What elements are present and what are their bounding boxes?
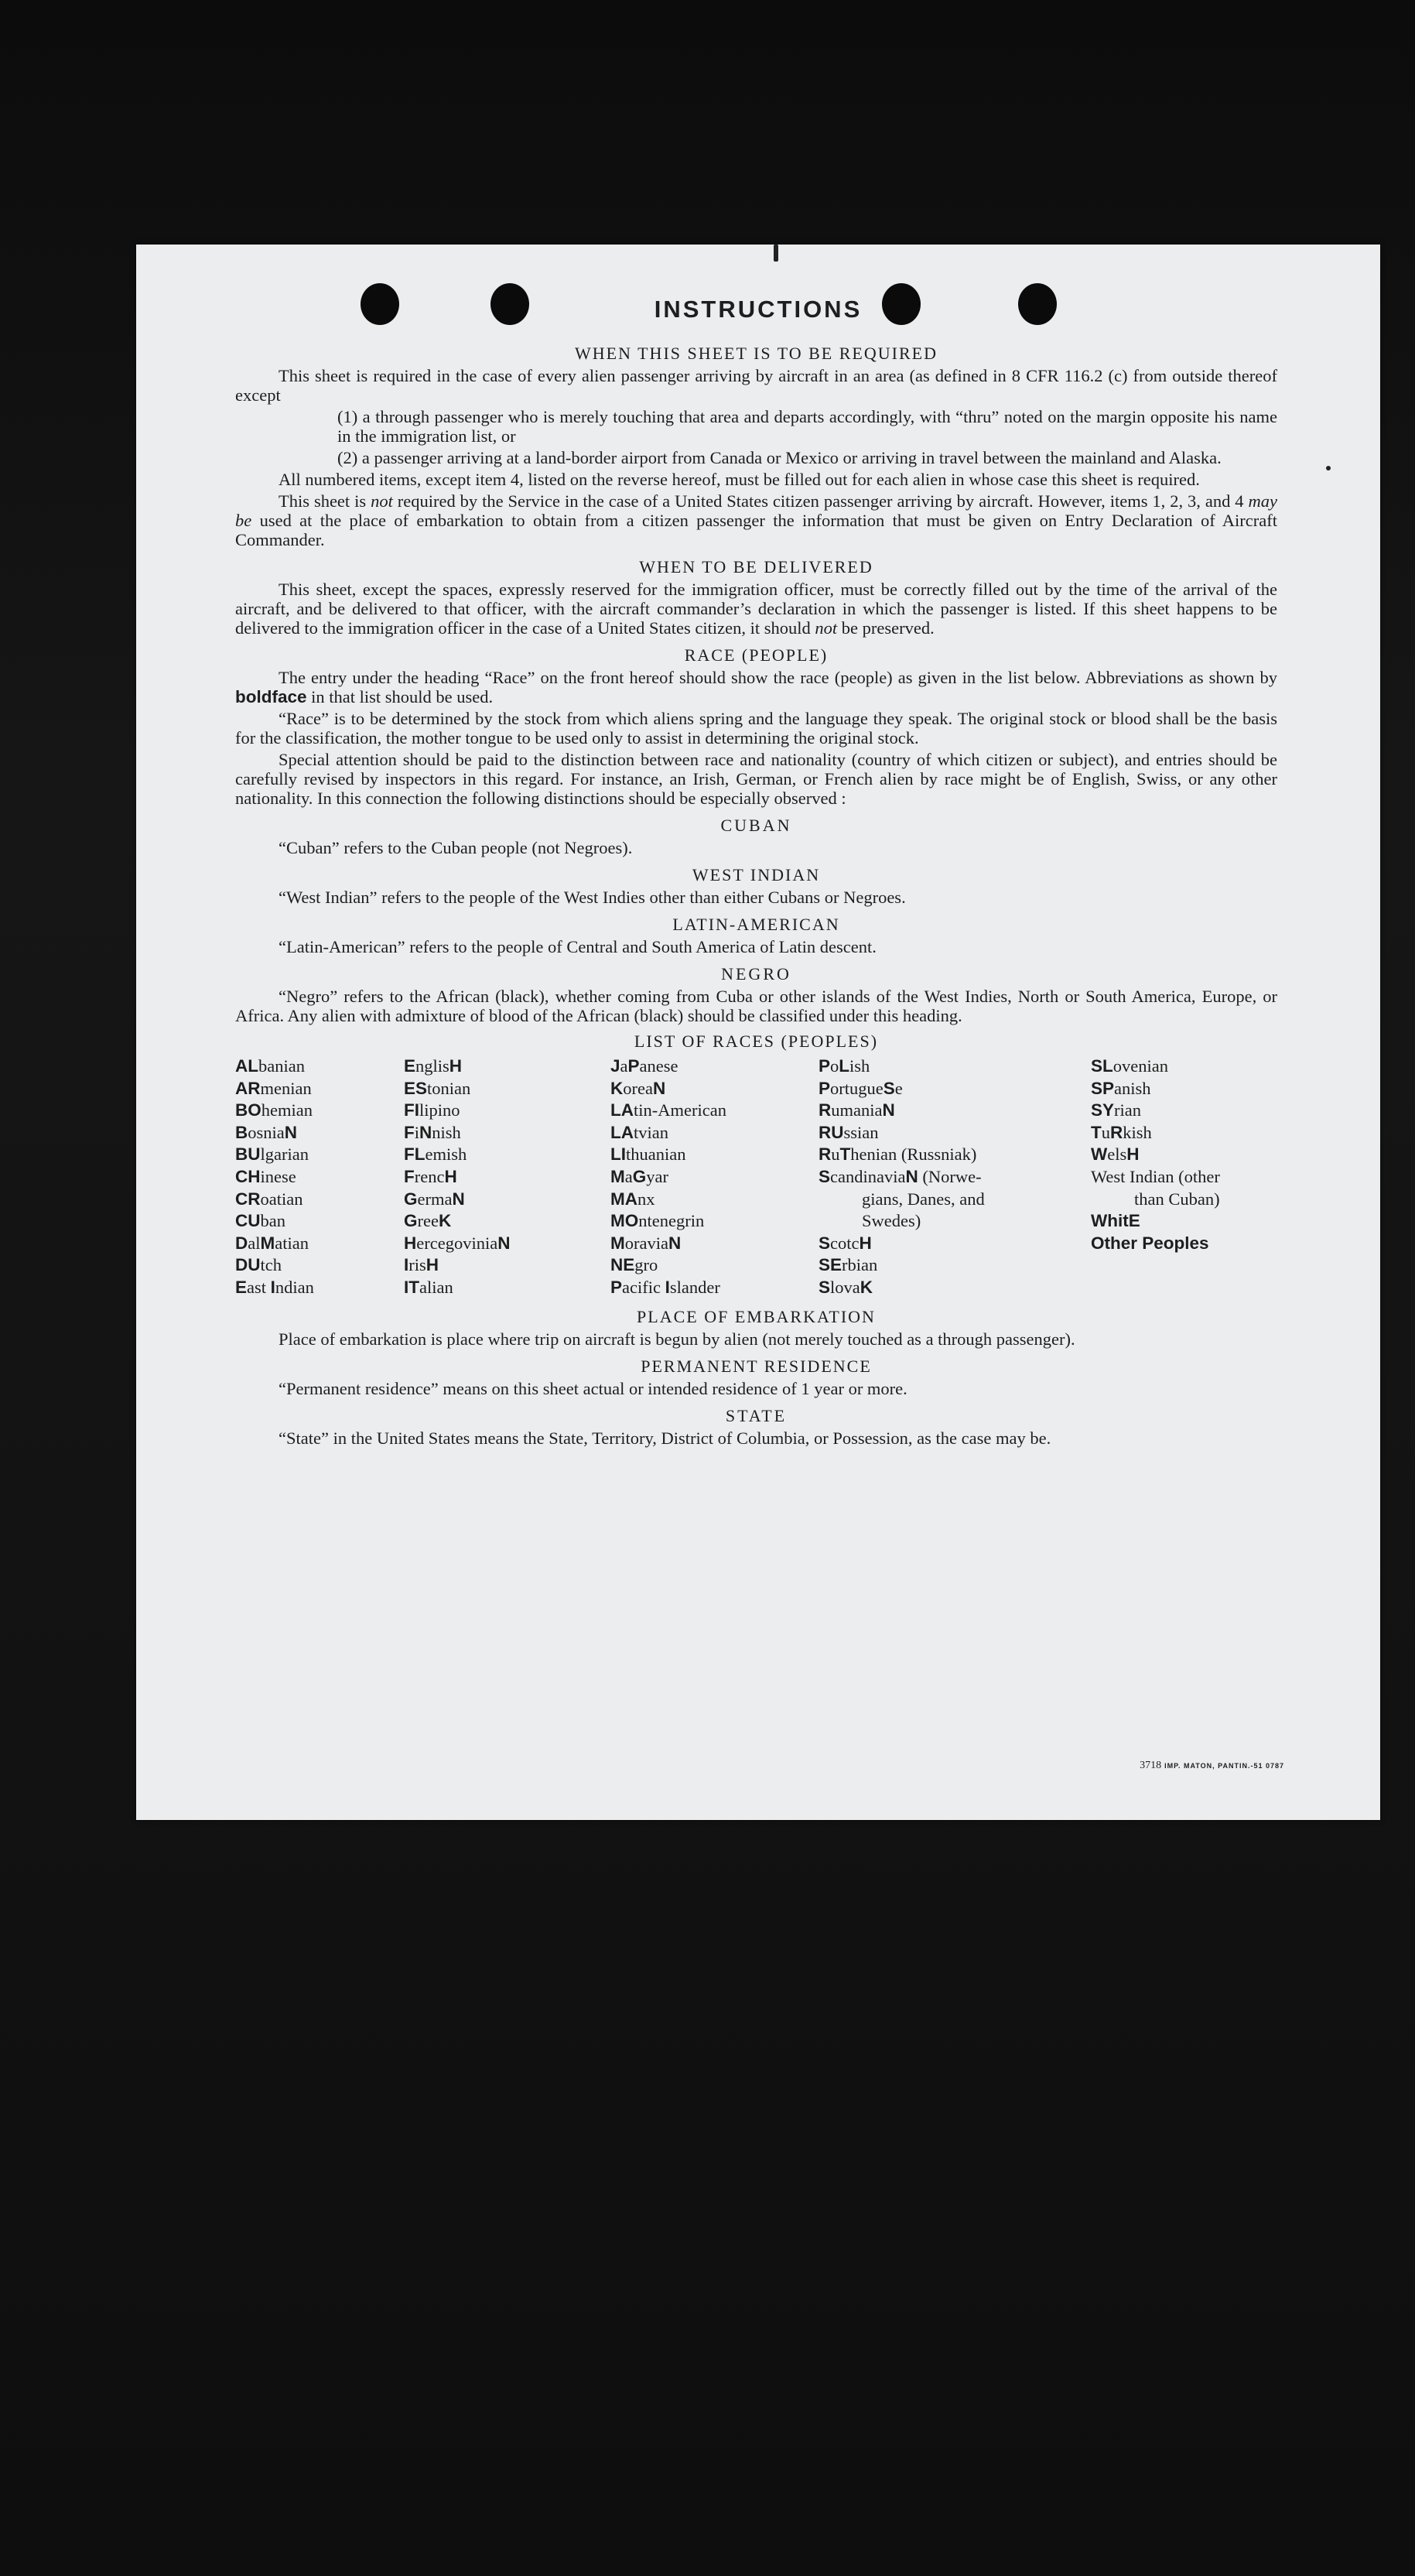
race-entry: SYrian (1091, 1100, 1141, 1120)
race-entry: LAtvian (610, 1122, 668, 1142)
section-heading: LATIN-AMERICAN (672, 915, 840, 934)
paragraph: “Cuban” refers to the Cuban people (not Negroes). (279, 838, 633, 857)
paragraph: Special attention should be paid to the distinction between race and nationality (country of which citizen or subject), and entries should be carefully revised by inspectors in this regard. For instance, an Irish, German, or French alien by race might be of English, Swiss, or any other nationality. In this connection the following distinctions should be especially observed : (235, 750, 1277, 808)
paragraph (235, 491, 1277, 549)
race-entry: Swedes) (862, 1211, 921, 1231)
paragraph: “West Indian” refers to the people of the West Indies other than either Cubans or Negroes. (279, 888, 906, 907)
race-entry: CUban (235, 1211, 285, 1231)
section-heading: WEST INDIAN (692, 865, 821, 884)
section-heading: STATE (725, 1405, 788, 1425)
race-entry: FLemish (404, 1144, 467, 1165)
exception-item: (2) a passenger arriving at a land-border airport from Canada or Mexico or arriving in travel between the mainland and Alaska. (337, 448, 1222, 467)
paragraph: Place of embarkation is place where trip on aircraft is begun by alien (not merely touched as a through passenger). (279, 1329, 1075, 1349)
race-entry: WelsH (1091, 1144, 1140, 1165)
race-list (235, 1055, 1277, 1299)
boldface-word: boldface (235, 687, 307, 706)
race-column (404, 1055, 610, 1299)
race-entry: KoreaN (610, 1078, 666, 1098)
race-entry: RUssian (819, 1122, 879, 1142)
race-entry: WhitE (1091, 1211, 1140, 1231)
paragraph (235, 580, 1277, 638)
emphasis: may be (235, 491, 1277, 530)
race-entry: gians, Danes, and (862, 1189, 985, 1209)
race-entry: Other Peoples (1091, 1233, 1209, 1253)
race-entry: RuThenian (Russniak) (819, 1144, 977, 1165)
race-entry: East Indian (235, 1277, 314, 1297)
text-run: used at the place of embarkation to obtain from a citizen passenger the information that must be given on Entry Declaration of Aircraft Commander. (235, 511, 1277, 549)
race-entry: JaPanese (610, 1056, 678, 1076)
paragraph: All numbered items, except item 4, listed on the reverse hereof, must be filled out for each alien in whose case this sheet is required. (279, 470, 1200, 489)
race-entry: GermaN (404, 1189, 465, 1209)
race-entry: BOhemian (235, 1100, 313, 1120)
race-column (235, 1055, 404, 1299)
paragraph: This sheet is required in the case of every alien passenger arriving by aircraft in an area (as defined in 8 CFR 116.2 (c) from outside thereof except (235, 366, 1277, 405)
text-run: The entry under the heading “Race” on the front hereof should show the race (people) as given in the list below. Abbreviations as shown by (279, 668, 1277, 687)
instructions-body (235, 336, 1277, 1450)
race-entry: than Cuban) (1134, 1189, 1220, 1209)
text-run: in that list should be used. (306, 687, 494, 706)
race-entry: FiNnish (404, 1122, 461, 1142)
race-entry: EStonian (404, 1078, 471, 1098)
emphasis: not (371, 491, 393, 511)
section-heading: WHEN TO BE DELIVERED (639, 557, 873, 576)
race-entry: MAnx (610, 1189, 655, 1209)
race-entry: ScandinaviaN (Norwe- (819, 1166, 982, 1186)
race-entry: ALbanian (235, 1056, 305, 1076)
race-entry: Pacific Islander (610, 1277, 720, 1297)
section-heading: PLACE OF EMBARKATION (637, 1306, 876, 1326)
page-title: INSTRUCTIONS (654, 296, 863, 323)
race-entry: DalMatian (235, 1233, 309, 1253)
emphasis: not (815, 618, 838, 638)
race-entry: FrencH (404, 1166, 457, 1186)
race-entry: SPanish (1091, 1078, 1151, 1098)
race-entry: TuRkish (1091, 1122, 1152, 1142)
paragraph: “State” in the United States means the State, Territory, District of Columbia, or Possession, as the case may be. (279, 1428, 1051, 1448)
race-column (819, 1055, 1091, 1299)
race-entry: EnglisH (404, 1056, 463, 1076)
section-heading: CUBAN (720, 816, 792, 835)
scan-mark (774, 245, 778, 262)
race-entry: GreeK (404, 1211, 452, 1231)
race-entry: ScotcH (819, 1233, 872, 1253)
race-entry: FIlipino (404, 1100, 460, 1120)
text-run: required by the Service in the case of a United States citizen passenger arriving by aircraft. However, items 1, 2, 3, and 4 (392, 491, 1249, 511)
race-entry: BosniaN (235, 1122, 297, 1142)
race-entry: HercegoviniaN (404, 1233, 511, 1253)
paragraph (235, 668, 1277, 706)
race-entry: MOntenegrin (610, 1211, 705, 1231)
paragraph: “Negro” refers to the African (black), whether coming from Cuba or other islands of the West Indies, North or South America, Europe, or Africa. Any alien with admixture of blood of the African (black) should be classified under this heading. (235, 987, 1277, 1025)
paragraph: “Latin-American” refers to the people of Central and South America of Latin descent. (279, 937, 877, 956)
race-entry: DUtch (235, 1255, 282, 1275)
exception-item: (1) a through passenger who is merely touching that area and departs accordingly, with “thru” noted on the margin opposite his name in the immigration list, or (337, 407, 1277, 446)
race-entry: West Indian (other (1091, 1166, 1220, 1186)
race-entry: NEgro (610, 1255, 658, 1275)
race-entry: MaGyar (610, 1166, 668, 1186)
race-entry: CRoatian (235, 1189, 303, 1209)
text-run: This sheet is (279, 491, 371, 511)
race-column (610, 1055, 819, 1299)
race-entry: RumaniaN (819, 1100, 895, 1120)
race-entry: PortugueSe (819, 1078, 903, 1098)
race-entry: IrisH (404, 1255, 439, 1275)
print-imprint (1140, 1760, 1284, 1772)
text-run: be preserved. (837, 618, 935, 638)
text-run: This sheet, except the spaces, expressly reserved for the immigration officer, must be correctly filled out by the time of the arrival of the aircraft, and be delivered to that officer, with the aircraft commander’s declaration in which the passenger is listed. If this sheet happens to be delivered to the immigration officer in the case of a United States citizen, it should (235, 580, 1277, 638)
race-entry: SLovenian (1091, 1056, 1168, 1076)
scan-mark (1326, 466, 1331, 470)
section-heading: NEGRO (721, 964, 791, 984)
paragraph: “Permanent residence” means on this sheet actual or intended residence of 1 year or more. (279, 1378, 907, 1398)
race-entry: CHinese (235, 1166, 296, 1186)
race-entry: SErbian (819, 1255, 878, 1275)
race-entry: SlovaK (819, 1277, 873, 1297)
printer-imprint: IMP. MATON, PANTIN.-51 0787 (1164, 1762, 1284, 1770)
race-entry: LIthuanian (610, 1144, 686, 1165)
section-heading: LIST OF RACES (PEOPLES) (634, 1031, 879, 1051)
document-page (136, 245, 1380, 1820)
race-entry: BUlgarian (235, 1144, 309, 1165)
paragraph: “Race” is to be determined by the stock from which aliens spring and the language they speak. The original stock or blood shall be the basis for the classification, the mother tongue to be used only to assist in determining the original stock. (235, 709, 1277, 747)
race-entry: ITalian (404, 1277, 453, 1297)
race-column (1091, 1055, 1277, 1299)
form-number: 3718 (1140, 1760, 1162, 1771)
section-heading: RACE (PEOPLE) (684, 645, 829, 665)
race-entry: MoraviaN (610, 1233, 682, 1253)
race-entry: PoLish (819, 1056, 870, 1076)
race-entry: ARmenian (235, 1078, 312, 1098)
race-entry: LAtin-American (610, 1100, 726, 1120)
section-heading: PERMANENT RESIDENCE (641, 1356, 872, 1376)
section-heading: WHEN THIS SHEET IS TO BE REQUIRED (575, 344, 938, 363)
